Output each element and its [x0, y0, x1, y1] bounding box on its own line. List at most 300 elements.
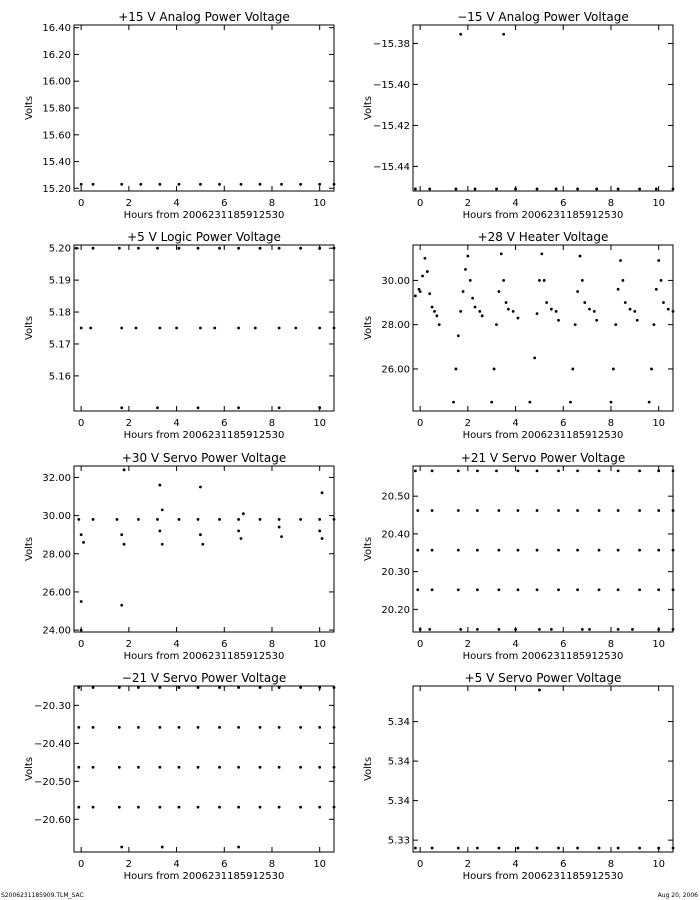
data-point [158, 529, 161, 532]
data-point [502, 33, 505, 36]
y-tick-label: −15.38 [372, 38, 410, 50]
data-point [197, 406, 200, 409]
data-point [158, 484, 161, 487]
data-point [416, 509, 419, 512]
y-tick-label: −15.42 [372, 120, 410, 132]
y-axis-label: Volts [363, 315, 374, 341]
data-point [278, 766, 281, 769]
x-tick-label: 0 [77, 859, 85, 870]
x-tick-label: 8 [268, 198, 276, 209]
footer-file-name: S2006231185909.TLM_SAC [1, 892, 84, 899]
data-point [318, 806, 321, 809]
data-point [197, 686, 200, 689]
data-point [259, 686, 262, 689]
data-point [612, 368, 615, 371]
data-point [414, 470, 417, 473]
chart-title: +21 V Servo Power Voltage [460, 451, 626, 465]
x-tick-label: 4 [173, 198, 180, 209]
data-point [478, 310, 481, 313]
data-point [536, 549, 539, 552]
data-point [638, 588, 641, 591]
data-point [598, 549, 601, 552]
x-tick-label: 10 [652, 859, 666, 870]
y-tick-label: 20.20 [381, 604, 410, 616]
data-point [161, 543, 164, 546]
data-point [237, 327, 240, 330]
data-point [80, 183, 83, 186]
chart-title: +5 V Logic Power Voltage [127, 230, 281, 244]
x-tick-label: 8 [607, 418, 615, 429]
x-tick-label: 0 [77, 418, 85, 429]
x-tick-label: 10 [313, 639, 327, 650]
data-point [536, 847, 539, 850]
data-point [493, 368, 496, 371]
data-point [617, 470, 620, 473]
x-tick-label: 10 [313, 859, 327, 870]
data-point [517, 509, 520, 512]
data-point [278, 526, 281, 529]
y-tick-label: 32.00 [42, 472, 71, 484]
data-point [137, 766, 140, 769]
data-point [633, 310, 636, 313]
data-point [576, 549, 579, 552]
x-tick-label: 0 [77, 639, 85, 650]
data-point [80, 533, 83, 536]
data-point [237, 518, 240, 521]
chart-title: +5 V Servo Power Voltage [464, 671, 622, 685]
data-point [237, 766, 240, 769]
data-point [120, 846, 123, 849]
data-point [156, 247, 159, 250]
data-point [569, 401, 572, 404]
data-point [178, 806, 181, 809]
data-point [476, 509, 479, 512]
x-tick-label: 4 [173, 859, 180, 870]
data-point [175, 327, 178, 330]
y-tick-label: 5.34 [387, 756, 410, 768]
data-point [259, 766, 262, 769]
data-point [438, 323, 441, 326]
data-point [538, 279, 541, 282]
y-tick-label: −20.30 [33, 700, 71, 712]
y-tick-label: 5.34 [387, 717, 410, 729]
data-point [638, 188, 641, 191]
data-point [528, 401, 531, 404]
data-point [199, 486, 202, 489]
data-point [321, 491, 324, 494]
x-tick-label: 10 [313, 198, 327, 209]
data-point [137, 686, 140, 689]
data-point [610, 401, 613, 404]
y-axis-label: Volts [24, 315, 35, 341]
x-axis-label: Hours from 2006231185912530 [123, 651, 285, 662]
x-tick-label: 6 [221, 418, 228, 429]
data-point [218, 686, 221, 689]
data-point [75, 247, 78, 250]
data-point [495, 323, 498, 326]
data-point [118, 247, 121, 250]
x-tick-label: 0 [416, 418, 424, 429]
data-point [595, 319, 598, 322]
data-point [414, 847, 417, 850]
data-point [118, 686, 121, 689]
data-point [92, 247, 95, 250]
data-point [462, 290, 465, 293]
data-point [218, 806, 221, 809]
data-point [655, 188, 658, 191]
data-point [118, 726, 121, 729]
data-point [201, 543, 204, 546]
data-point [657, 628, 660, 631]
data-point [197, 726, 200, 729]
data-point [660, 279, 663, 282]
data-point [514, 188, 517, 191]
data-point [555, 310, 558, 313]
data-point [431, 306, 434, 309]
data-point [178, 726, 181, 729]
y-tick-label: −20.40 [33, 738, 71, 750]
y-tick-label: 15.40 [42, 157, 71, 169]
data-point [318, 406, 321, 409]
data-point [593, 310, 596, 313]
x-tick-label: 10 [652, 418, 666, 429]
data-point [419, 290, 422, 293]
x-tick-label: 2 [125, 198, 133, 209]
data-point [617, 847, 620, 850]
data-point [514, 628, 517, 631]
chart-title: +28 V Heater Voltage [477, 230, 609, 244]
data-point [540, 252, 543, 255]
x-tick-label: 8 [607, 198, 615, 209]
y-tick-label: 26.00 [381, 364, 410, 376]
data-point [333, 806, 336, 809]
data-point [495, 470, 498, 473]
x-tick-label: 2 [125, 418, 133, 429]
data-point [617, 549, 620, 552]
data-point [199, 183, 202, 186]
data-point [118, 766, 121, 769]
data-point [431, 549, 434, 552]
x-tick-label: 6 [560, 859, 567, 870]
data-point [457, 549, 460, 552]
data-point [469, 279, 472, 282]
data-point [638, 847, 641, 850]
y-tick-label: −20.60 [33, 814, 71, 826]
data-point [457, 470, 460, 473]
data-point [77, 726, 80, 729]
y-tick-label: 5.20 [48, 243, 71, 255]
data-point [77, 686, 80, 689]
x-tick-label: 0 [416, 198, 424, 209]
data-point [178, 183, 181, 186]
data-point [158, 766, 161, 769]
data-point [617, 288, 620, 291]
data-point [254, 327, 257, 330]
y-tick-label: 5.19 [48, 275, 71, 287]
data-point [318, 518, 321, 521]
data-point [237, 529, 240, 532]
data-point [533, 356, 536, 359]
y-tick-label: 16.20 [42, 49, 71, 61]
data-point [672, 588, 675, 591]
y-tick-label: 5.33 [387, 835, 410, 847]
data-point [80, 327, 83, 330]
data-point [538, 689, 541, 692]
data-point [278, 247, 281, 250]
data-point [259, 726, 262, 729]
data-point [333, 183, 336, 186]
data-point [197, 247, 200, 250]
data-point [545, 301, 548, 304]
data-point [421, 275, 424, 278]
data-point [595, 188, 598, 191]
y-tick-label: 15.80 [42, 103, 71, 115]
data-point [333, 327, 336, 330]
data-point [657, 509, 660, 512]
x-axis-label: Hours from 2006231185912530 [123, 210, 285, 221]
data-point [161, 846, 164, 849]
data-point [638, 549, 641, 552]
data-point [576, 588, 579, 591]
data-point [598, 470, 601, 473]
data-point [414, 188, 417, 191]
data-point [657, 259, 660, 262]
data-point [576, 188, 579, 191]
x-tick-label: 4 [173, 418, 180, 429]
data-point [557, 549, 560, 552]
x-tick-label: 4 [173, 639, 180, 650]
data-point [550, 628, 553, 631]
data-point [672, 628, 675, 631]
data-point [299, 183, 302, 186]
data-point [213, 327, 216, 330]
data-point [321, 537, 324, 540]
data-point [459, 310, 462, 313]
data-point [476, 470, 479, 473]
data-point [629, 308, 632, 311]
data-point [617, 588, 620, 591]
data-point [218, 726, 221, 729]
x-tick-label: 8 [268, 418, 276, 429]
y-tick-label: −15.40 [372, 79, 410, 91]
data-point [576, 847, 579, 850]
data-point [259, 518, 262, 521]
x-tick-label: 6 [221, 198, 228, 209]
data-point [583, 301, 586, 304]
data-point [237, 686, 240, 689]
data-point [557, 319, 560, 322]
data-point [557, 588, 560, 591]
data-point [116, 518, 119, 521]
data-point [178, 766, 181, 769]
y-tick-label: 30.00 [381, 275, 410, 287]
data-point [299, 726, 302, 729]
data-point [457, 588, 460, 591]
data-point [77, 518, 80, 521]
x-tick-label: 10 [652, 198, 666, 209]
data-point [158, 183, 161, 186]
data-point [555, 188, 558, 191]
x-tick-label: 2 [464, 418, 472, 429]
x-tick-label: 2 [125, 859, 133, 870]
data-point [156, 518, 159, 521]
data-point [459, 628, 462, 631]
data-point [576, 470, 579, 473]
data-point [536, 188, 539, 191]
data-point [237, 846, 240, 849]
y-axis-label: Volts [24, 95, 35, 121]
data-point [672, 549, 675, 552]
data-point [667, 308, 670, 311]
data-point [92, 518, 95, 521]
data-point [237, 247, 240, 250]
data-point [495, 188, 498, 191]
data-point [517, 317, 520, 320]
plot-frame [74, 686, 334, 852]
data-point [299, 806, 302, 809]
y-axis-label: Volts [24, 756, 35, 782]
data-point [517, 470, 520, 473]
data-point [557, 509, 560, 512]
chart-panel-8 [363, 671, 674, 882]
data-point [497, 290, 500, 293]
data-point [333, 726, 336, 729]
data-point [120, 604, 123, 607]
data-point [638, 509, 641, 512]
data-point [199, 327, 202, 330]
data-point [318, 529, 321, 532]
y-tick-label: 15.60 [42, 130, 71, 142]
y-tick-label: 20.50 [381, 491, 410, 503]
data-point [92, 726, 95, 729]
y-tick-label: 20.30 [381, 567, 410, 579]
data-point [622, 279, 625, 282]
data-point [459, 33, 462, 36]
plot-frame [74, 466, 334, 632]
chart-panel-5 [24, 451, 335, 662]
chart-panel-3 [24, 230, 335, 441]
data-point [588, 628, 591, 631]
data-point [497, 628, 500, 631]
data-point [218, 247, 221, 250]
data-point [500, 252, 503, 255]
data-point [333, 766, 336, 769]
y-tick-label: −15.44 [372, 161, 410, 173]
data-point [299, 766, 302, 769]
data-point [120, 327, 123, 330]
data-point [536, 470, 539, 473]
data-point [278, 327, 281, 330]
x-tick-label: 2 [464, 639, 472, 650]
data-point [158, 726, 161, 729]
data-point [218, 518, 221, 521]
data-point [672, 847, 675, 850]
data-point [557, 470, 560, 473]
data-point [574, 323, 577, 326]
data-point [120, 183, 123, 186]
y-tick-label: 24.00 [42, 625, 71, 637]
x-tick-label: 4 [512, 639, 519, 650]
data-point [619, 259, 622, 262]
data-point [333, 247, 336, 250]
data-point [581, 628, 584, 631]
data-point [82, 541, 85, 544]
data-point [631, 628, 634, 631]
data-point [636, 319, 639, 322]
data-point [118, 806, 121, 809]
y-tick-label: 15.20 [42, 183, 71, 195]
data-point [416, 588, 419, 591]
data-point [543, 279, 546, 282]
data-point [490, 401, 493, 404]
y-axis-label: Volts [363, 95, 374, 121]
data-point [259, 247, 262, 250]
data-point [299, 686, 302, 689]
y-axis-label: Volts [363, 536, 374, 562]
x-tick-label: 8 [268, 639, 276, 650]
data-point [240, 537, 243, 540]
data-point [536, 312, 539, 315]
data-point [576, 509, 579, 512]
data-point [333, 518, 336, 521]
data-point [476, 628, 479, 631]
data-point [471, 297, 474, 300]
data-point [672, 470, 675, 473]
x-tick-label: 6 [560, 198, 567, 209]
data-point [318, 766, 321, 769]
data-point [672, 509, 675, 512]
data-point [135, 327, 138, 330]
data-point [92, 806, 95, 809]
data-point [123, 543, 126, 546]
data-point [517, 588, 520, 591]
data-point [598, 509, 601, 512]
data-point [77, 806, 80, 809]
data-point [617, 188, 620, 191]
data-point [318, 327, 321, 330]
chart-title: −21 V Servo Power Voltage [121, 671, 287, 685]
x-axis-label: Hours from 2006231185912530 [123, 430, 285, 441]
data-point [455, 368, 458, 371]
data-point [464, 268, 467, 271]
x-tick-label: 2 [464, 198, 472, 209]
y-axis-label: Volts [363, 756, 374, 782]
data-point [318, 726, 321, 729]
data-point [218, 183, 221, 186]
data-point [431, 588, 434, 591]
data-point [419, 628, 422, 631]
y-tick-label: 28.00 [381, 320, 410, 332]
x-tick-label: 4 [512, 418, 519, 429]
data-point [650, 368, 653, 371]
y-tick-label: 16.00 [42, 76, 71, 88]
y-tick-label: 28.00 [42, 549, 71, 561]
chart-title: +15 V Analog Power Voltage [118, 10, 290, 24]
data-point [299, 247, 302, 250]
data-point [259, 183, 262, 186]
x-tick-label: 2 [464, 859, 472, 870]
data-point [536, 509, 539, 512]
data-point [158, 327, 161, 330]
data-point [476, 549, 479, 552]
x-tick-label: 0 [77, 198, 85, 209]
data-point [92, 686, 95, 689]
y-tick-label: 5.18 [48, 307, 71, 319]
data-point [481, 314, 484, 317]
data-point [416, 549, 419, 552]
data-point [237, 406, 240, 409]
x-axis-label: Hours from 2006231185912530 [123, 871, 285, 882]
